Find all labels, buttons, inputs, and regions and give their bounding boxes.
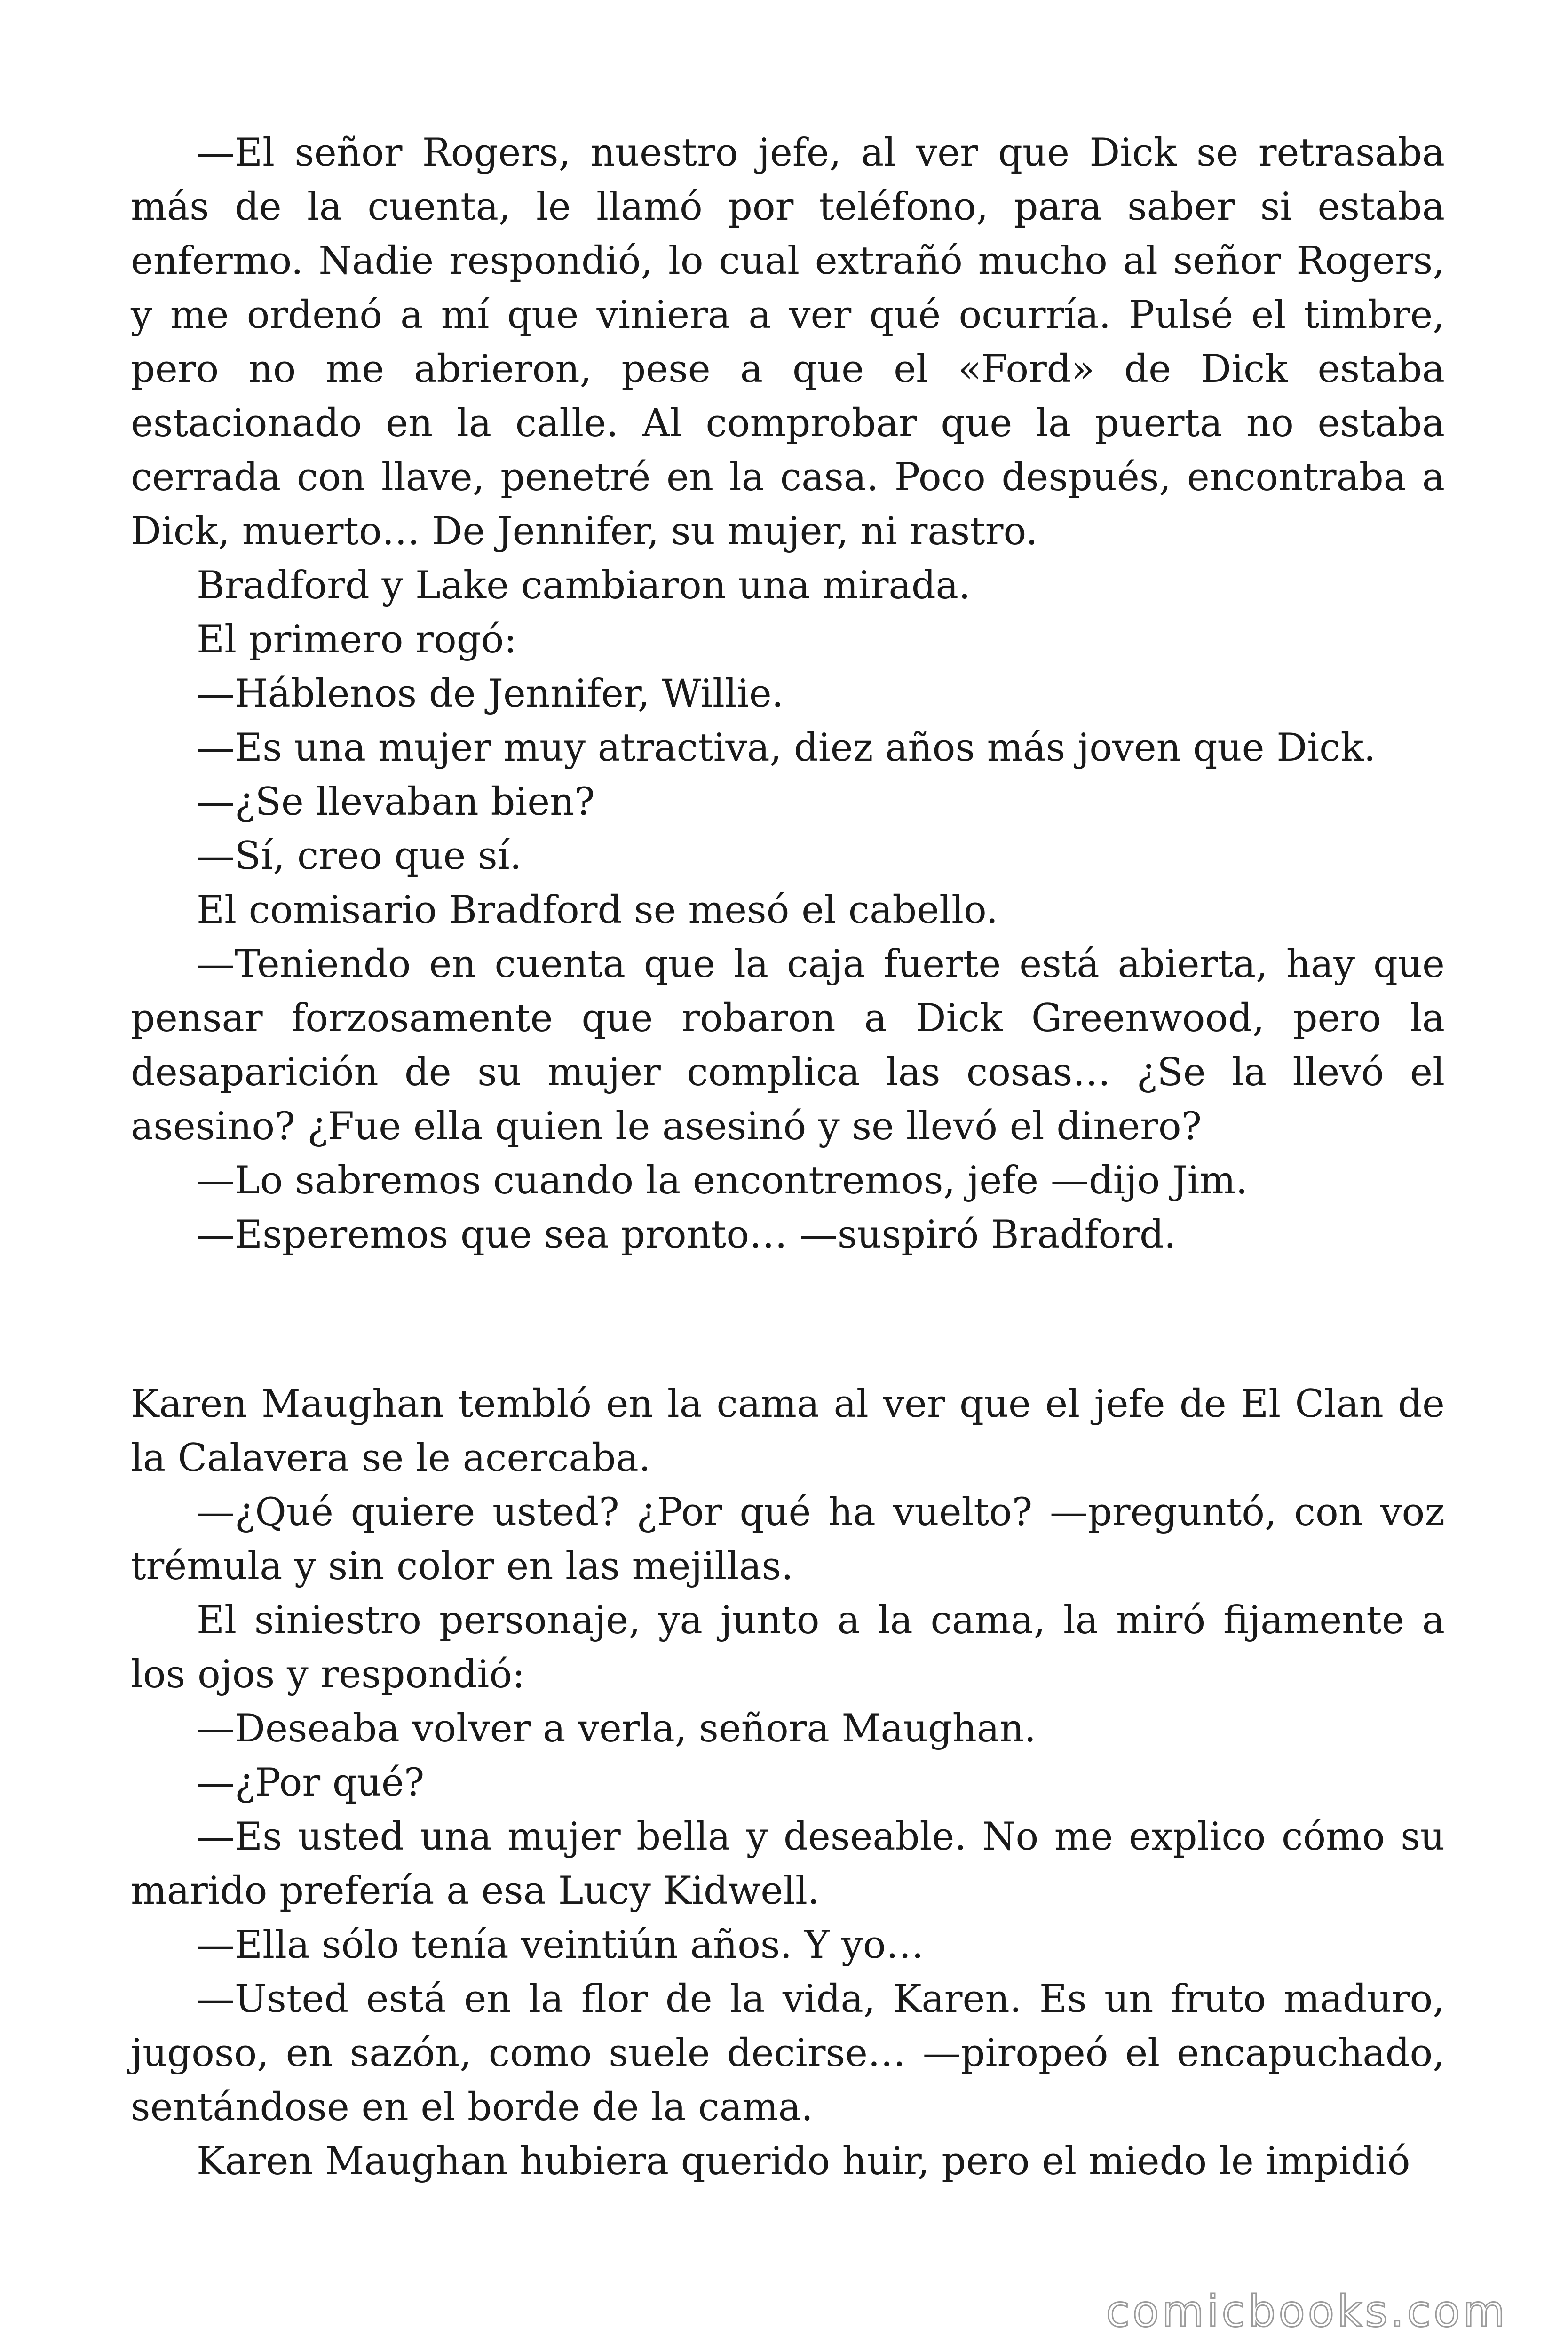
paragraph: El primero rogó: [197,618,517,662]
paragraph: —Háblenos de Jennifer, Willie. [197,672,784,716]
paragraph: —Usted está en la flor de la vida, Karen. Es un fruto maduro, jugoso, en sazón, como suele decirse… —piropeó el encapuchado, sentándose en el borde de la cama. [131,1977,1445,2130]
paragraph: —¿Se llevaban bien? [197,780,595,824]
section-opening-paragraph: Karen Maughan tembló en la cama al ver que el jefe de El Clan de la Calavera se le acercaba. [131,1382,1445,1480]
paragraph: —Lo sabremos cuando la encontremos, jefe —dijo Jim. [197,1159,1248,1203]
paragraph: —Esperemos que sea pronto… —suspiró Bradford. [197,1213,1176,1257]
text-section-2 [131,1377,1445,2189]
paragraph: El comisario Bradford se mesó el cabello. [197,888,998,932]
paragraph: Karen Maughan hubiera querido huir, pero el miedo le impidió [197,2139,1410,2184]
paragraph: Bradford y Lake cambiaron una mirada. [197,564,971,608]
paragraph: —¿Por qué? [197,1761,425,1805]
paragraph: —Ella sólo tenía veintiún años. Y yo… [197,1923,924,1967]
paragraph: —Es una mujer muy atractiva, diez años más joven que Dick. [197,726,1376,770]
text-section-1 [131,126,1445,1262]
paragraph: —¿Qué quiere usted? ¿Por qué ha vuelto? —preguntó, con voz trémula y sin color en las mejillas. [131,1490,1445,1589]
paragraph: —Deseaba volver a verla, señora Maughan. [197,1707,1037,1751]
paragraph: —Sí, creo que sí. [197,834,522,878]
paragraph: —Es usted una mujer bella y deseable. No me explico cómo su marido prefería a esa Lucy Kidwell. [131,1815,1445,1913]
watermark: comicbooks.com [1106,2286,1508,2336]
paragraph: —Teniendo en cuenta que la caja fuerte está abierta, hay que pensar forzosamente que robaron a Dick Greenwood, pero la desaparición de su mujer complica las cosas… ¿Se la llevó el asesino? ¿Fue ella quien le asesinó y se llevó el dinero? [131,942,1445,1149]
paragraph: —El señor Rogers, nuestro jefe, al ver que Dick se retrasaba más de la cuenta, le llamó por teléfono, para saber si estaba enfermo. Nadie respondió, lo cual extrañó mucho al señor Rogers, y me ordenó a mí que viniera a ver qué ocurría. Pulsé el timbre, pero no me abrieron, pese a que el «Ford» de Dick estaba estacionado en la calle. Al comprobar que la puerta no estaba cerrada con llave, penetré en la casa. Poco después, encontraba a Dick, muerto… De Jennifer, su mujer, ni rastro. [131,131,1445,554]
paragraph: El siniestro personaje, ya junto a la cama, la miró fijamente a los ojos y respondió: [131,1598,1445,1697]
